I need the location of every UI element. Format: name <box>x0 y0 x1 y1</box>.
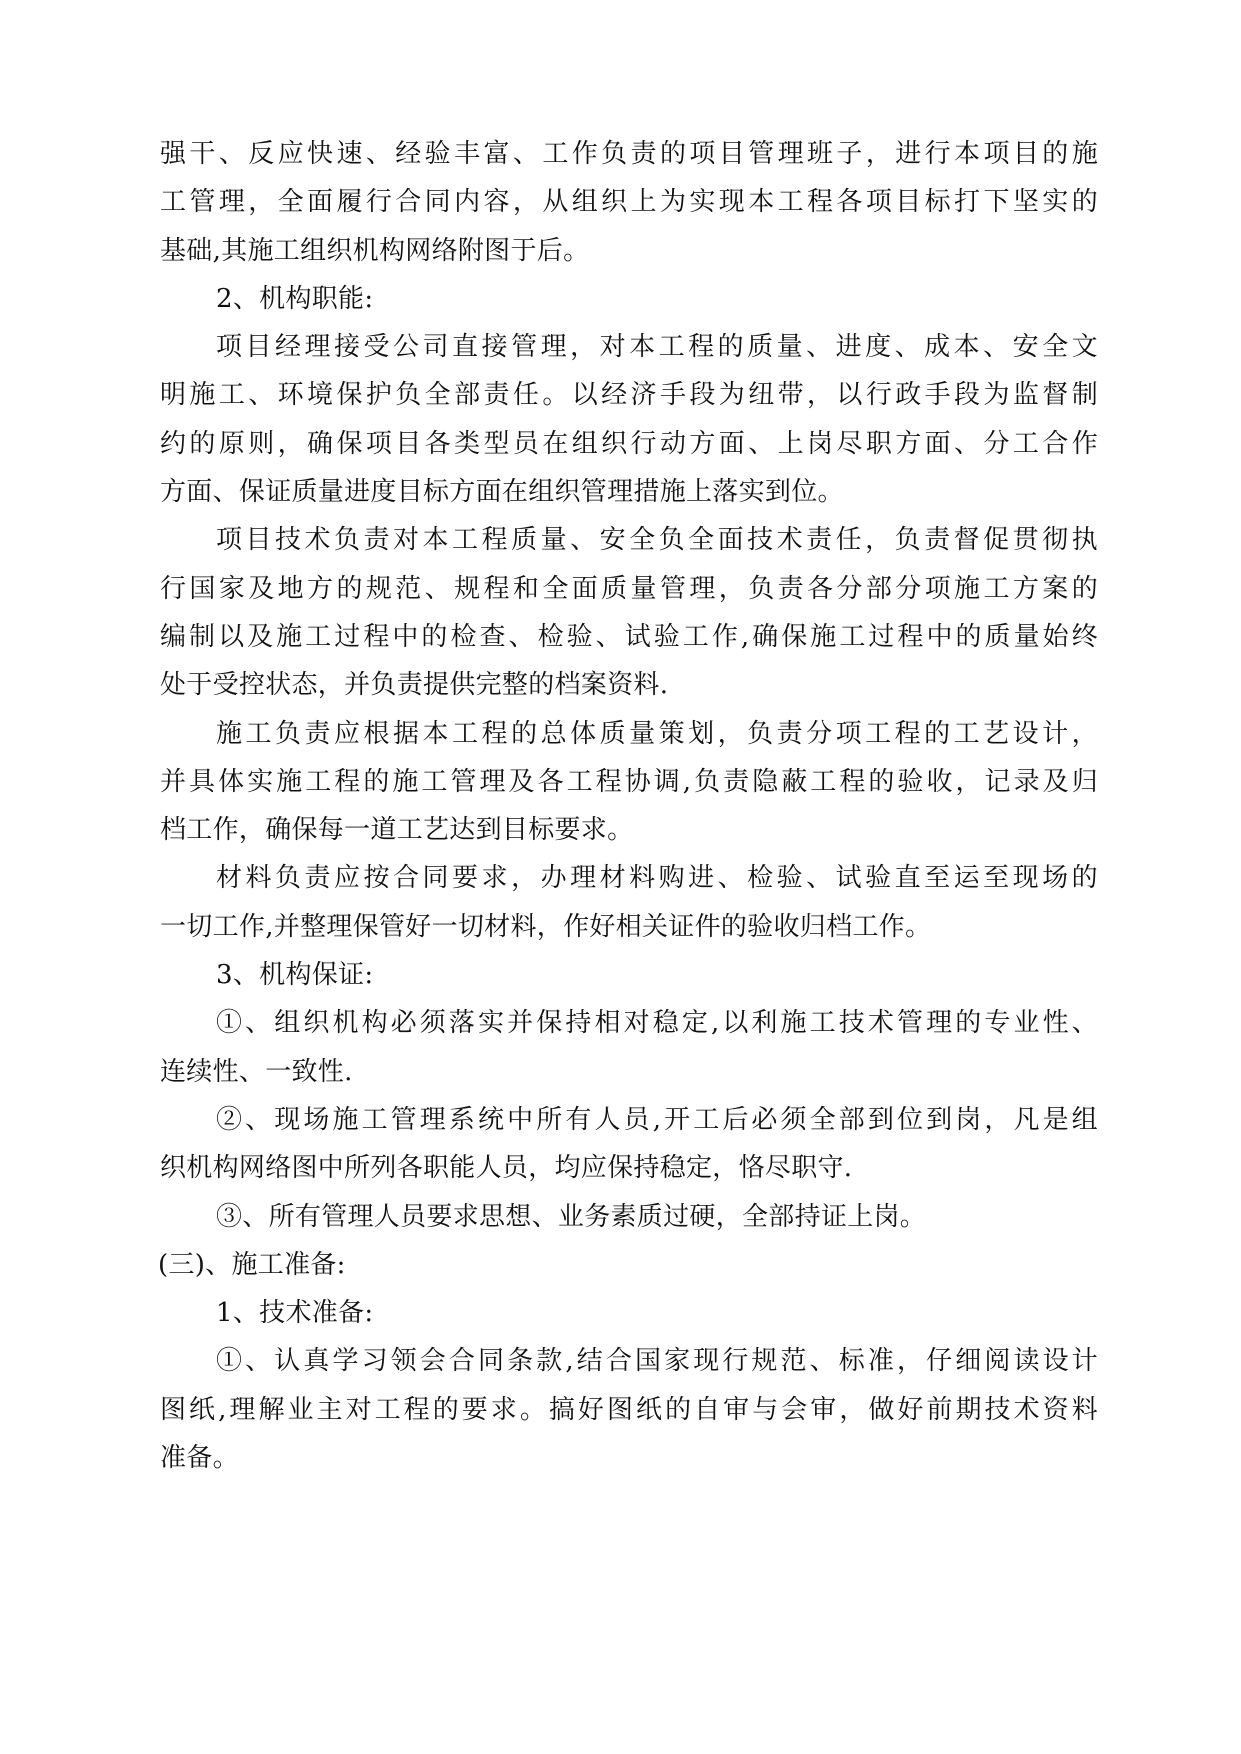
paragraph-line: 行国家及地方的规范、规程和全面质量管理，负责各分部分项施工方案的 <box>160 573 1098 604</box>
section-heading: 3、机构保证: <box>216 960 374 991</box>
paragraph-line: 方面、保证质量进度目标方面在组织管理措施上落实到位。 <box>160 477 844 508</box>
list-item-line: 织机构网络图中所列各职能人员，均应保持稳定，恪尽职守. <box>160 1153 853 1184</box>
paragraph-line: 约的原则，确保项目各类型员在组织行动方面、上岗尽职方面、分工合作 <box>160 428 1098 459</box>
section-heading: 2、机构职能: <box>216 283 374 314</box>
list-item-line: ①、认真学习领会合同条款,结合国家现行规范、标准，仔细阅读设计 <box>216 1346 1098 1377</box>
paragraph-line: 编制以及施工过程中的检查、检验、试验工作,确保施工过程中的质量始终 <box>160 621 1098 652</box>
chapter-heading: (三)、施工准备: <box>158 1249 346 1280</box>
section-heading: 1、技术准备: <box>216 1298 374 1329</box>
list-item-line: ③、所有管理人员要求思想、业务素质过硬，全部持证上岗。 <box>216 1201 927 1232</box>
paragraph-line: 档工作，确保每一道工艺达到目标要求。 <box>160 815 634 846</box>
paragraph-line: 强干、反应快速、经验丰富、工作负责的项目管理班子，进行本项目的施 <box>160 139 1098 169</box>
paragraph-line: 项目技术负责对本工程质量、安全负全面技术责任，负责督促贯彻执 <box>216 525 1098 556</box>
document-page <box>160 130 1098 1482</box>
paragraph-line: 项目经理接受公司直接管理，对本工程的质量、进度、成本、安全文 <box>216 332 1098 363</box>
paragraph-line: 工管理，全面履行合同内容，从组织上为实现本工程各项目标打下坚实的 <box>160 187 1098 218</box>
paragraph-line: 施工负责应根据本工程的总体质量策划，负责分项工程的工艺设计， <box>216 718 1098 749</box>
list-item-line: 连续性、一致性. <box>160 1056 353 1087</box>
list-item-line: ②、现场施工管理系统中所有人员,开工后必须全部到位到岗，凡是组 <box>216 1104 1098 1135</box>
list-item-line: 图纸,理解业主对工程的要求。搞好图纸的自审与会审，做好前期技术资料 <box>160 1394 1098 1425</box>
paragraph-line: 材料负责应按合同要求，办理材料购进、检验、试验直至运至现场的 <box>216 863 1098 894</box>
paragraph-line: 并具体实施工程的施工管理及各工程协调,负责隐蔽工程的验收，记录及归 <box>160 766 1098 797</box>
list-item-line: ①、组织机构必须落实并保持相对稳定,以利施工技术管理的专业性、 <box>216 1008 1098 1039</box>
paragraph-line: 处于受控状态，并负责提供完整的档案资料. <box>160 670 669 701</box>
list-item-line: 准备。 <box>160 1443 239 1474</box>
paragraph-line: 基础,其施工组织机构网络附图于后。 <box>160 235 590 266</box>
paragraph-line: 明施工、环境保护负全部责任。以经济手段为纽带，以行政手段为监督制 <box>160 380 1098 411</box>
paragraph-line: 一切工作,并整理保管好一切材料，作好相关证件的验收归档工作。 <box>160 911 932 942</box>
